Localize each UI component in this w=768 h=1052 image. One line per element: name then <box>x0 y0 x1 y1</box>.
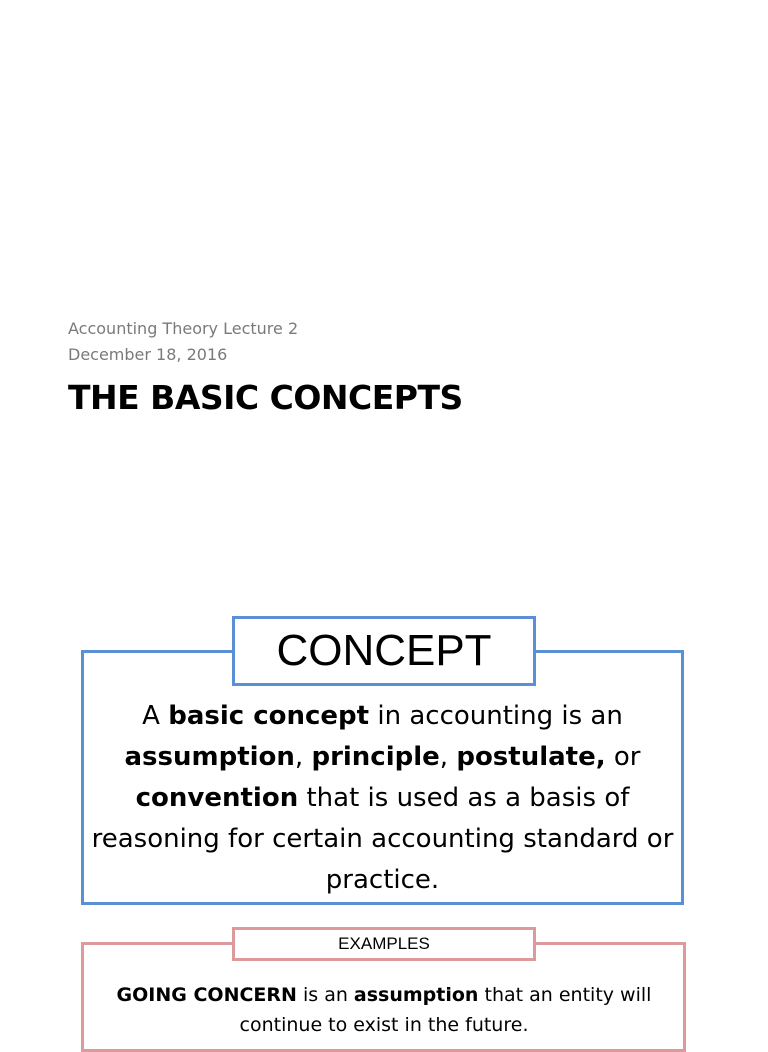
lecture-date: December 18, 2016 <box>68 345 228 364</box>
example-text-part: that an entity will continue to exist in the future. <box>239 984 652 1036</box>
concept-header: CONCEPT <box>232 616 536 686</box>
concept-text-part: that is used as a basis of reasoning for certain accounting standard or practice. <box>91 783 674 895</box>
course-name: Accounting Theory Lecture 2 <box>68 319 299 338</box>
examples-text <box>84 980 684 1040</box>
example-text-part: is an <box>296 984 354 1006</box>
slide-subtitle <box>68 316 298 368</box>
concept-term-convention: convention <box>135 783 299 813</box>
examples-header: EXAMPLES <box>232 927 536 961</box>
concept-term-assumption: assumption <box>124 742 295 772</box>
concept-text-part: , <box>294 742 312 772</box>
concept-term-basic-concept: basic concept <box>168 701 370 731</box>
concept-term-postulate: postulate, <box>456 742 606 772</box>
concept-definition-text <box>84 696 681 901</box>
example-term-assumption: assumption <box>353 984 479 1006</box>
concept-text-part: , <box>439 742 457 772</box>
concept-text-part: or <box>605 742 641 772</box>
concept-text-part: in accounting is an <box>369 701 623 731</box>
example-term-going-concern: GOING CONCERN <box>116 984 297 1006</box>
concept-text-part: A <box>142 701 169 731</box>
slide-title: THE BASIC CONCEPTS <box>68 378 463 417</box>
concept-term-principle: principle <box>311 742 440 772</box>
